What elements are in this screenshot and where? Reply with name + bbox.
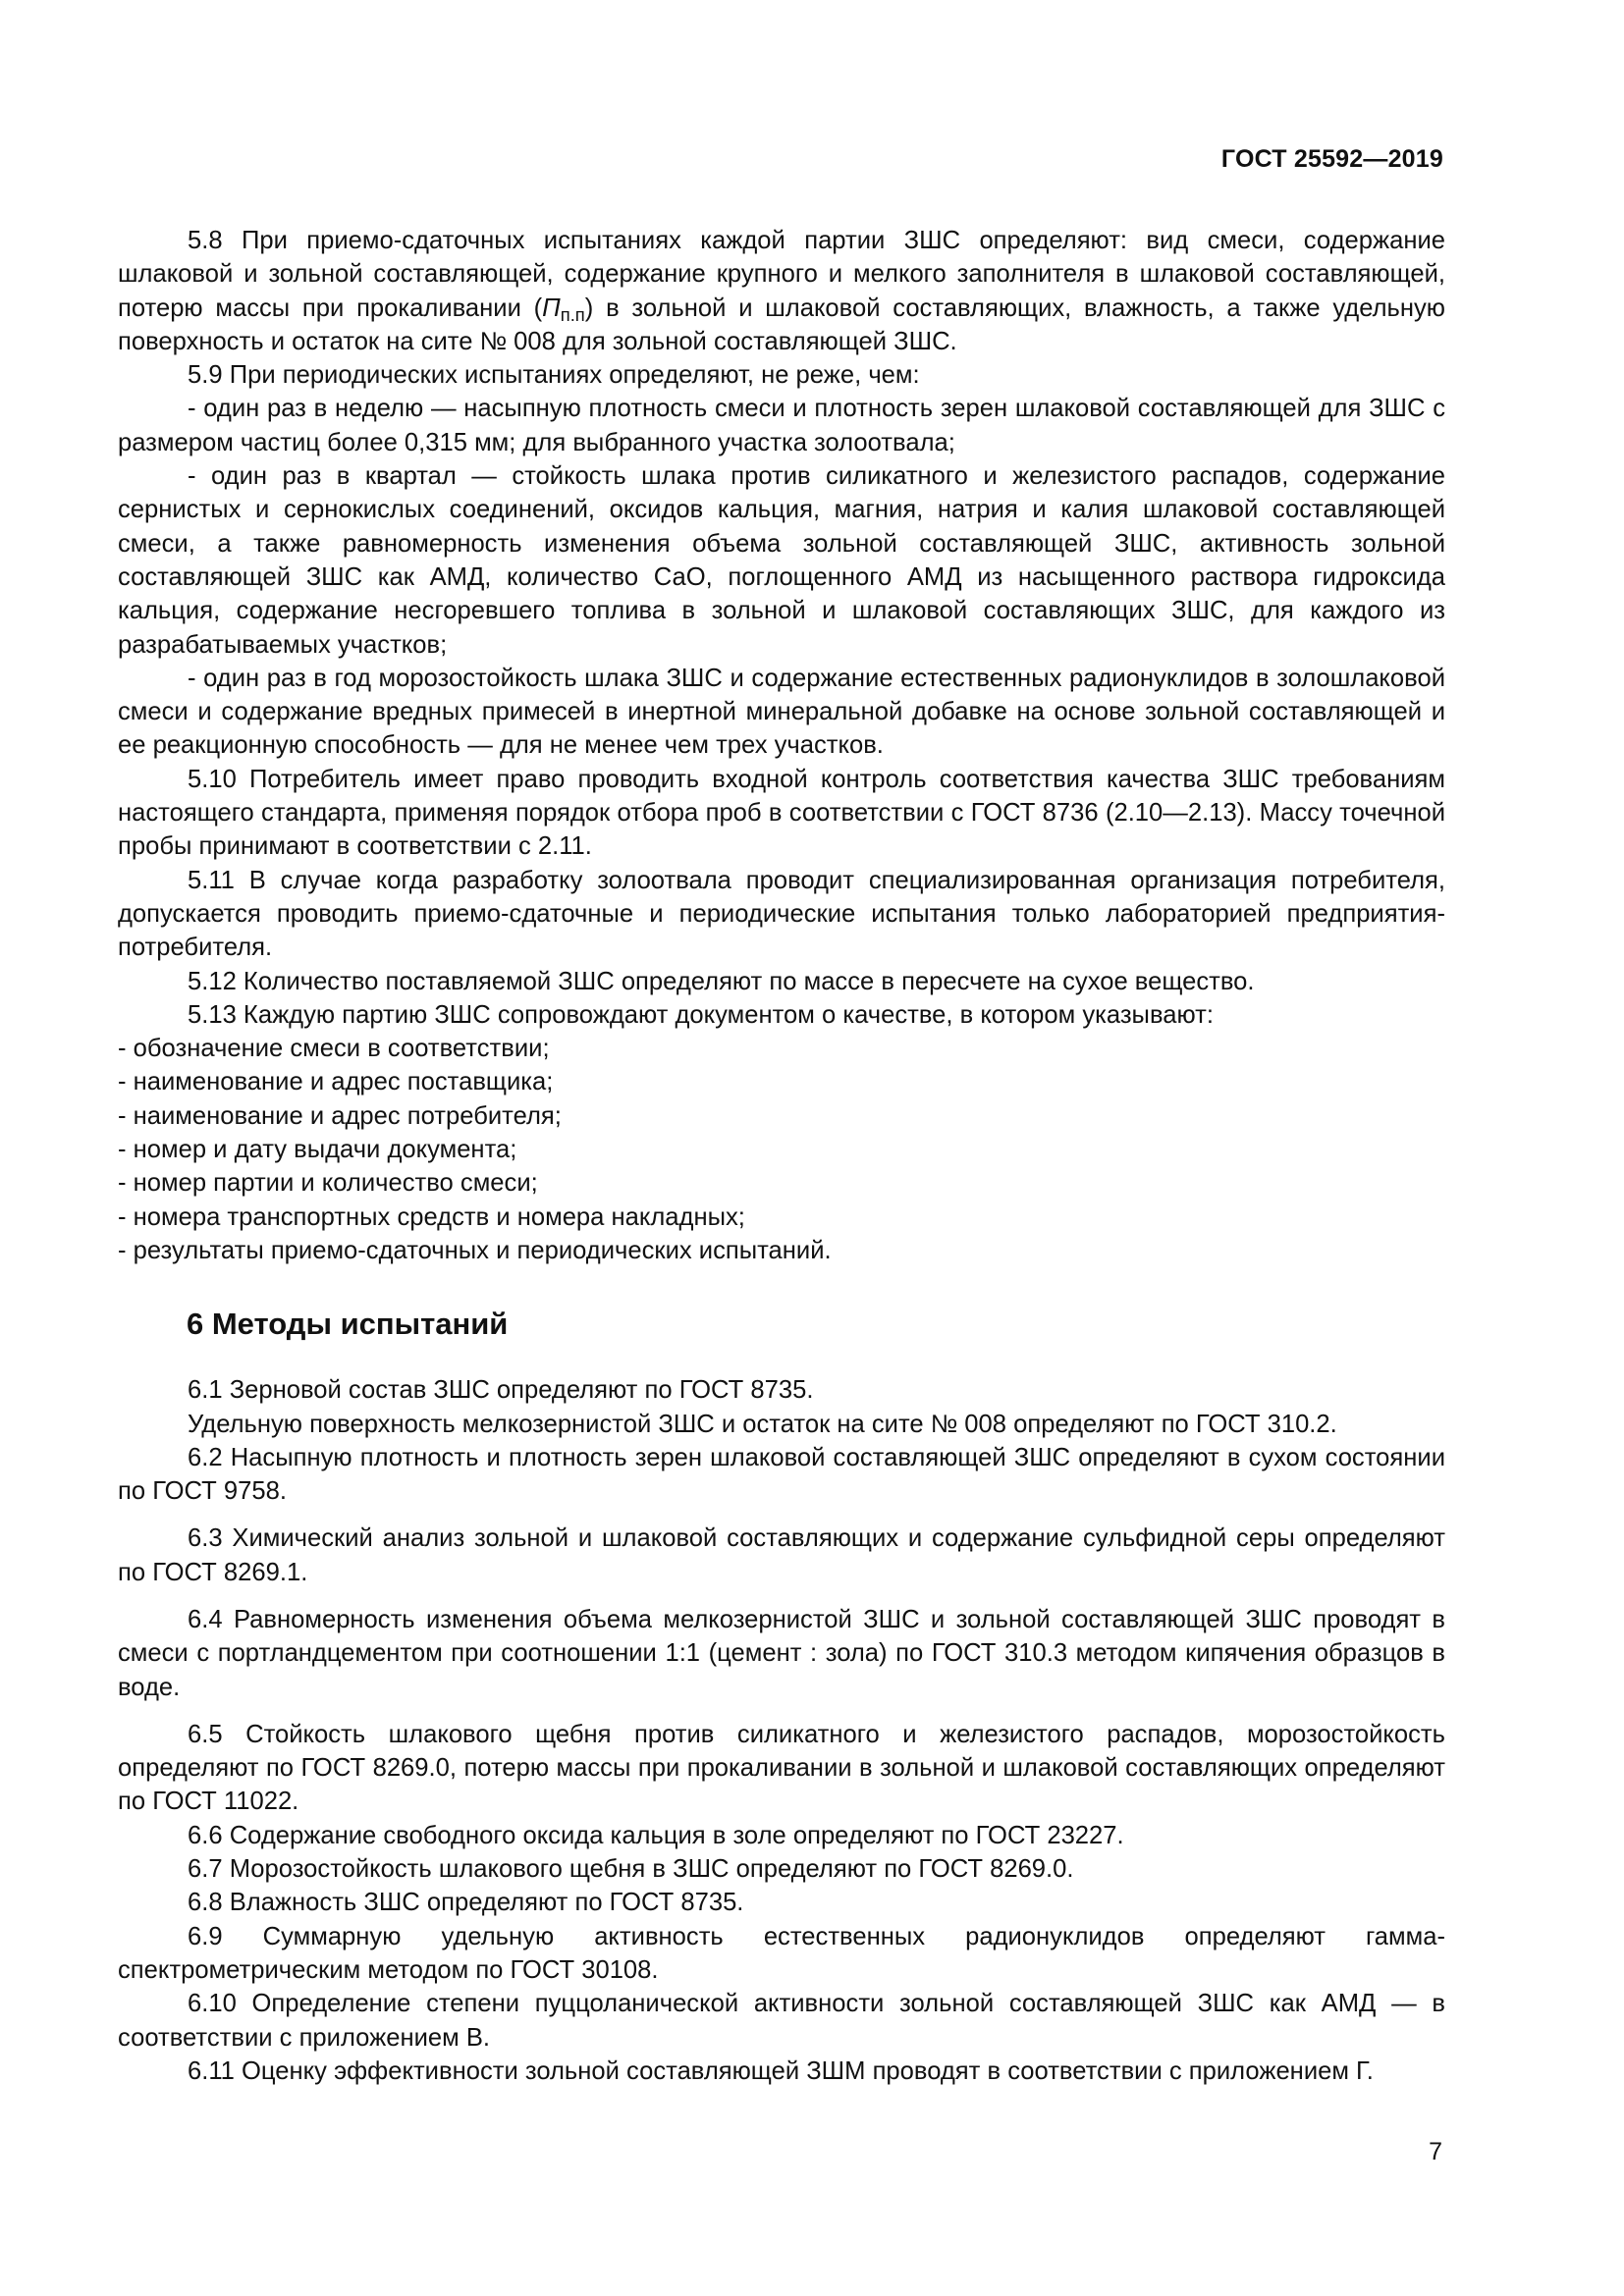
paragraph-5-10: 5.10 Потребитель имеет право проводить входной контроль соответствия качества ЗШС требованиям настоящего стандарта, применяя порядок отбора проб в соответствии с ГОСТ 8736 (2.10—2.13). Массу точечной пробы принимают в соответствии с 2.11. bbox=[118, 765, 1445, 861]
paragraph-6-5: 6.5 Стойкость шлакового щебня против силикатного и железистого распадов, морозостойкость определяют по ГОСТ 8269.0, потерю массы при прокаливании в зольной и шлаковой составляющих определяют по ГОСТ 11022. bbox=[118, 1720, 1445, 1816]
paragraph-5-12: 5.12 Количество поставляемой ЗШС определяют по массе в пересчете на сухое вещество. bbox=[188, 967, 1255, 995]
list-item: - результаты приемо-сдаточных и периодических испытаний. bbox=[118, 1236, 832, 1264]
document-contents-list bbox=[118, 1032, 1445, 1267]
paragraph-6-10: 6.10 Определение степени пуццоланической активности зольной составляющей ЗШС как АМД — в соответствии с приложением В. bbox=[118, 1990, 1445, 2052]
paragraph-5-13: 5.13 Каждую партию ЗШС сопровождают документом о качестве, в котором указывают: bbox=[188, 1000, 1214, 1029]
list-item: - номер партии и количество смеси; bbox=[118, 1169, 538, 1198]
paragraph-5-11: 5.11 В случае когда разработку золоотвала проводит специализированная организация потребителя, допускается проводить приемо-сдаточные и периодические испытания только лабораторией предприятия-потребителя. bbox=[118, 866, 1445, 962]
paragraph-6-1: 6.1 Зерновой состав ЗШС определяют по ГОСТ 8735. bbox=[188, 1376, 814, 1405]
list-item: - один раз в квартал — стойкость шлака против силикатного и железистого распадов, содержание сернистых и сернокислых соединений, оксидов кальция, магния, натрия и калия шлаковой составляющей смеси, а также равномерность изменения объема зольной составляющей ЗШС, активность зольной составляющей ЗШС как АМД, количество СаО, поглощенного АМД из насыщенного раствора гидроксида кальция, содержание несгоревшего топлива в зольной и шлаковой составляющих ЗШС, для каждого из разрабатываемых участков; bbox=[118, 462, 1445, 659]
paragraph-5-8: 5.8 При приемо-сдаточных испытаниях каждой партии ЗШС определяют: вид смеси, содержание шлаковой и зольной составляющей, содержание крупного и мелкого заполнителя в шлаковой составляющей, потерю массы при прокаливании $(П_{п.п})$ в зольной и шлаковой составляющих, влажность, а также удельную поверхность и остаток на сите № 008 для зольной составляющей ЗШС. bbox=[118, 227, 1446, 355]
paragraph-5-9: 5.9 При периодических испытаниях определяют, не реже, чем: bbox=[188, 361, 920, 390]
paragraph-6-7: 6.7 Морозостойкость шлакового щебня в ЗШС определяют по ГОСТ 8269.0. bbox=[188, 1855, 1074, 1884]
paragraph-6-11: 6.11 Оценку эффективности зольной составляющей ЗШМ проводят в соответствии с приложением Г. bbox=[188, 2056, 1374, 2085]
standard-designation: ГОСТ 25592—2019 bbox=[1220, 145, 1443, 173]
paragraph-6-3: 6.3 Химический анализ зольной и шлаковой составляющих и содержание сульфидной серы определяют по ГОСТ 8269.1. bbox=[118, 1524, 1445, 1586]
paragraph-6-6: 6.6 Содержание свободного оксида кальция в золе определяют по ГОСТ 23227. bbox=[188, 1821, 1124, 1849]
list-item: - номер и дату выдачи документа; bbox=[118, 1136, 517, 1164]
paragraph-6-9: 6.9 Суммарную удельную активность естественных радионуклидов определяют гамма-спектрометрическим методом по ГОСТ 30108. bbox=[118, 1922, 1445, 1984]
document-body bbox=[118, 224, 1445, 2088]
paragraph-6-2: 6.2 Насыпную плотность и плотность зерен шлаковой составляющей ЗШС определяют в сухом состоянии по ГОСТ 9758. bbox=[118, 1443, 1445, 1506]
list-item: - номера транспортных средств и номера накладных; bbox=[118, 1202, 745, 1231]
page-number: 7 bbox=[1429, 2138, 1442, 2165]
list-item: - один раз в год морозостойкость шлака ЗШС и содержание естественных радионуклидов в золошлаковой смеси и содержание вредных примесей в инертной минеральной добавке на основе зольной составляющей и ее реакционную способность — для не менее чем трех участков. bbox=[118, 664, 1445, 760]
paragraph-6-4: 6.4 Равномерность изменения объема мелкозернистой ЗШС и зольной составляющей ЗШС проводят в смеси с портландцементом при соотношении 1:1 (цемент : зола) по ГОСТ 310.3 методом кипячения образцов в воде. bbox=[118, 1605, 1445, 1701]
section-6-heading: 6 Методы испытаний bbox=[187, 1307, 509, 1342]
paragraph-6-1-b: Удельную поверхность мелкозернистой ЗШС и остаток на сите № 008 определяют по ГОСТ 310.2. bbox=[188, 1410, 1337, 1438]
list-item: - один раз в неделю — насыпную плотность смеси и плотность зерен шлаковой составляющей для ЗШС с размером частиц более 0,315 мм; для выбранного участка золоотвала; bbox=[118, 395, 1445, 456]
list-item: - наименование и адрес потребителя; bbox=[118, 1101, 562, 1130]
paragraph-6-8: 6.8 Влажность ЗШС определяют по ГОСТ 8735. bbox=[188, 1889, 744, 1917]
list-item: - наименование и адрес поставщика; bbox=[118, 1068, 554, 1096]
list-item: - обозначение смеси в соответствии; bbox=[118, 1035, 550, 1063]
